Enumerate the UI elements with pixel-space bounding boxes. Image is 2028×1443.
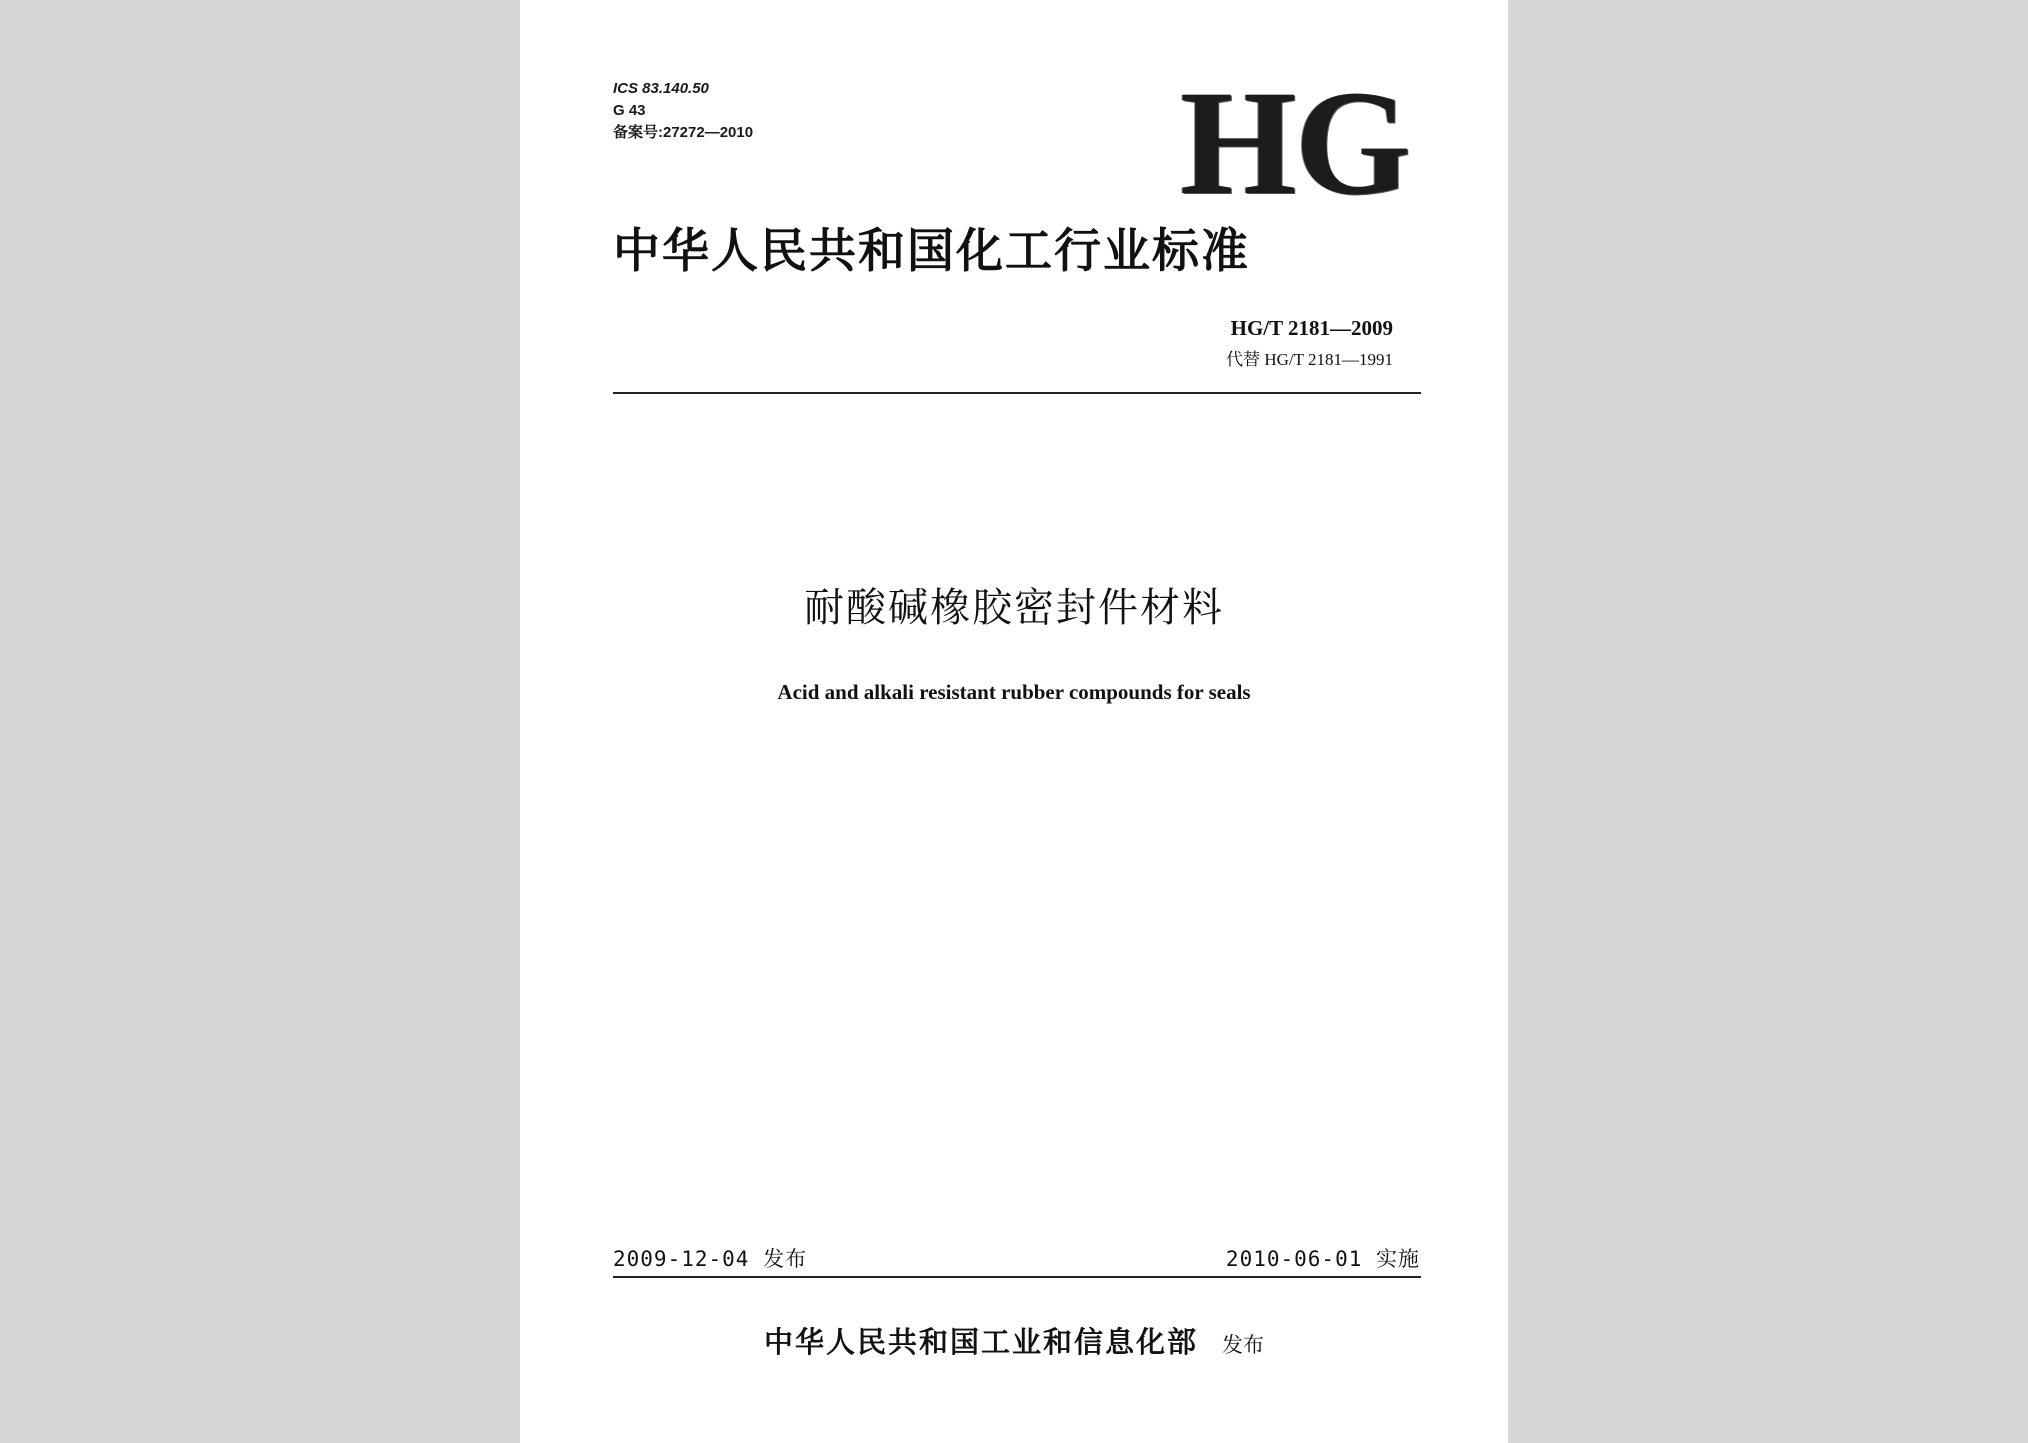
standard-number: HG/T 2181—2009 bbox=[1230, 316, 1393, 340]
issuer-line bbox=[520, 1322, 1508, 1365]
organization-title: 中华人民共和国化工行业标准 bbox=[613, 224, 1250, 279]
record-number: 备案号:27272—2010 bbox=[613, 124, 754, 141]
effective-date: 2010-06-01 实施 bbox=[1225, 1247, 1420, 1271]
issue-date: 2009-12-04 发布 bbox=[613, 1247, 808, 1271]
footer-divider bbox=[613, 1276, 1421, 1278]
ccs-code: G 43 bbox=[613, 102, 646, 119]
replaced-standard: 代替 HG/T 2181—1991 bbox=[1226, 350, 1393, 369]
classification-block bbox=[613, 78, 753, 144]
hg-logo: HG bbox=[1180, 60, 1410, 226]
header-divider bbox=[613, 392, 1421, 394]
document-page bbox=[520, 0, 1508, 1443]
issuer-suffix: 发布 bbox=[1222, 1333, 1264, 1357]
document-title-en: Acid and alkali resistant rubber compounds for seals bbox=[777, 680, 1251, 704]
ics-code: ICS 83.140.50 bbox=[613, 80, 709, 97]
document-title-cn: 耐酸碱橡胶密封件材料 bbox=[804, 585, 1224, 631]
issuer-name: 中华人民共和国工业和信息化部 bbox=[763, 1325, 1198, 1359]
